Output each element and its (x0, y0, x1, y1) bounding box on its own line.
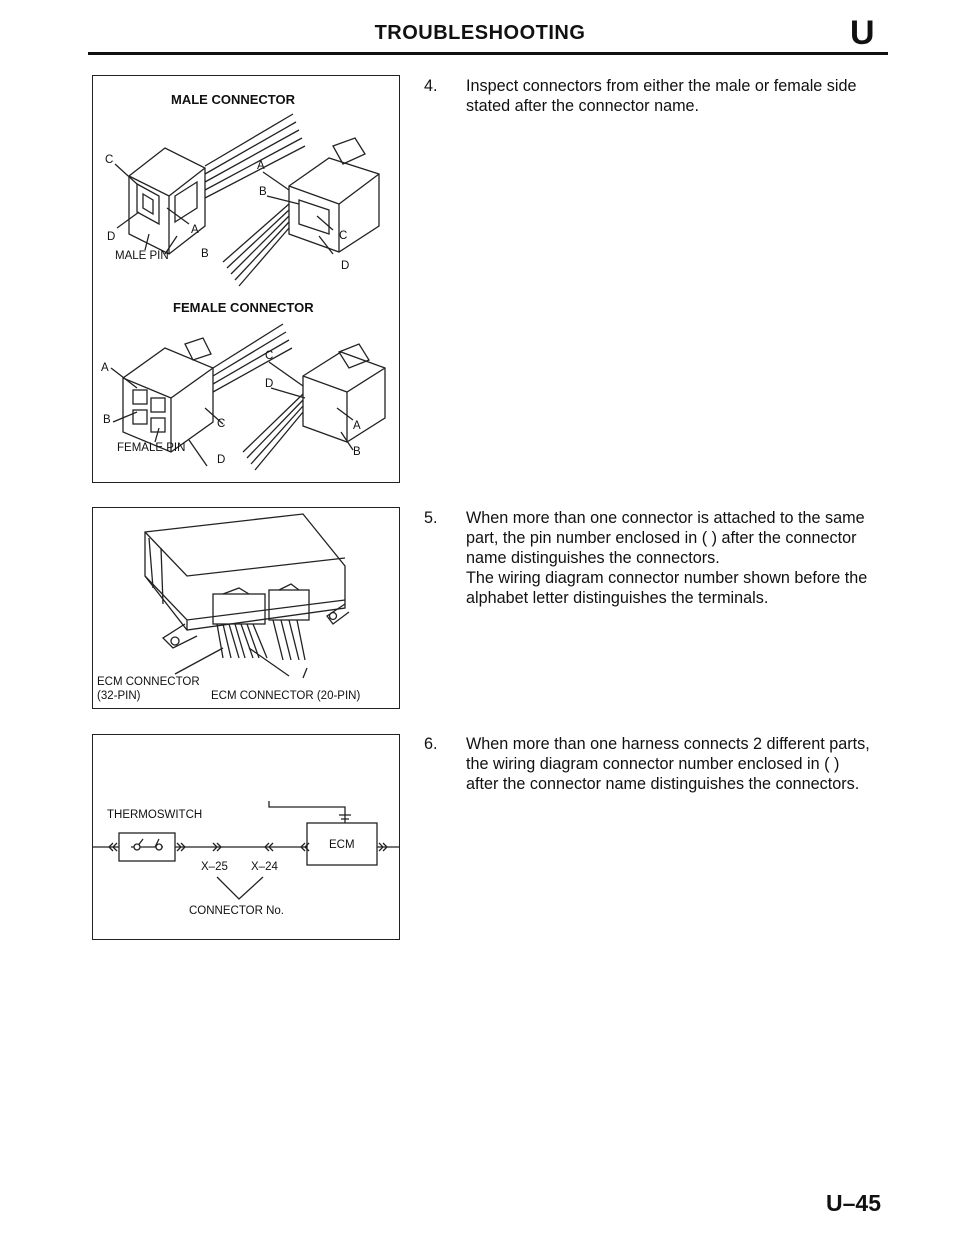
step-text-line: stated after the connector name. (466, 97, 700, 115)
male-label-d-right: D (341, 260, 350, 272)
header-rule (88, 52, 888, 55)
section-letter: U (850, 14, 875, 52)
ecm-32pin-label-line1: ECM CONNECTOR (97, 676, 200, 688)
male-label-a-left: A (191, 224, 199, 236)
female-label-b-right: B (353, 446, 361, 458)
wiring-diagram-figure-panel (92, 734, 400, 940)
page-header-title: TROUBLESHOOTING (374, 22, 586, 44)
connector-figure-panel (92, 75, 400, 483)
male-connector-title: MALE CONNECTOR (171, 92, 295, 107)
connector-x25-label: X–25 (201, 861, 228, 873)
male-label-d-left: D (107, 231, 116, 243)
male-label-b-right: B (259, 186, 267, 198)
female-label-c-left: C (217, 418, 226, 430)
female-pin-label: FEMALE PIN (117, 442, 186, 454)
male-pin-label: MALE PIN (115, 250, 169, 262)
step-text-line: When more than one connector is attached to the same (466, 509, 865, 527)
step-text-line: after the connector name distinguishes the connectors. (466, 775, 860, 793)
step-text-line: part, the pin number enclosed in ( ) after the connector (466, 529, 857, 547)
ecm-20pin-label: ECM CONNECTOR (20-PIN) (211, 690, 361, 702)
male-label-c-right: C (339, 230, 348, 242)
step-text-line: The wiring diagram connector number shown before the (466, 569, 868, 587)
ecm-connector-figure-panel (92, 507, 400, 709)
female-label-b-left: B (103, 414, 111, 426)
instruction-step-5 (424, 508, 884, 608)
step-number: 5. (424, 509, 438, 527)
connector-x24-label: X–24 (251, 861, 278, 873)
step-text-line: When more than one harness connects 2 different parts, (466, 735, 870, 753)
instruction-step-4 (424, 76, 884, 116)
step-number: 6. (424, 735, 438, 753)
step-text-line: Inspect connectors from either the male or female side (466, 77, 857, 95)
thermoswitch-label: THERMOSWITCH (107, 809, 203, 821)
connector-no-label: CONNECTOR No. (189, 905, 284, 917)
ecm-box-label: ECM (329, 839, 355, 851)
female-label-c-right: C (265, 350, 274, 362)
male-label-c-left: C (105, 154, 114, 166)
female-label-a-left: A (101, 362, 109, 374)
instruction-step-6 (424, 734, 884, 794)
male-label-a-right: A (257, 160, 265, 172)
female-label-d-left: D (217, 454, 226, 466)
step-number: 4. (424, 77, 438, 95)
step-text-line: alphabet letter distinguishes the terminals. (466, 589, 769, 607)
page-number: U–45 (826, 1190, 881, 1216)
female-label-d-right: D (265, 378, 274, 390)
female-label-a-right: A (353, 420, 361, 432)
male-label-b-left: B (201, 248, 209, 260)
step-text-line: the wiring diagram connector number enclosed in ( ) (466, 755, 840, 773)
female-connector-title: FEMALE CONNECTOR (173, 300, 314, 315)
ecm-32pin-label-line2: (32-PIN) (97, 690, 141, 702)
step-text-line: name distinguishes the connectors. (466, 549, 720, 567)
